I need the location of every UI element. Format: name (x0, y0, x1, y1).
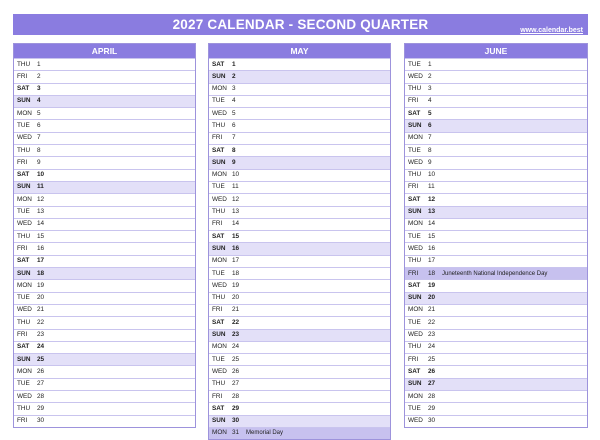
day-number: 10 (428, 171, 436, 179)
day-of-week: MON (212, 429, 227, 437)
day-row (405, 255, 587, 267)
day-list (405, 58, 587, 427)
day-number: 26 (232, 367, 240, 375)
day-of-week: SAT (17, 343, 30, 351)
day-number: 10 (232, 171, 240, 179)
day-number: 8 (428, 146, 432, 154)
day-row (14, 353, 195, 365)
day-of-week: MON (212, 257, 227, 265)
day-row (14, 206, 195, 218)
day-row (209, 390, 390, 402)
day-number: 13 (428, 208, 436, 216)
day-of-week: FRI (212, 392, 223, 400)
day-number: 9 (232, 158, 236, 166)
day-row (405, 58, 587, 70)
day-number: 27 (232, 380, 240, 388)
day-row (14, 95, 195, 107)
day-number: 20 (37, 294, 45, 302)
holiday-note: Juneteenth National Independence Day (442, 270, 548, 277)
day-of-week: WED (408, 417, 423, 425)
day-number: 14 (232, 220, 240, 228)
day-number: 24 (232, 343, 240, 351)
day-of-week: SAT (212, 404, 225, 412)
day-row (209, 144, 390, 156)
day-of-week: SUN (212, 72, 226, 80)
day-of-week: FRI (212, 220, 223, 228)
day-number: 7 (37, 134, 41, 142)
day-of-week: WED (408, 331, 423, 339)
day-of-week: MON (408, 220, 423, 228)
day-of-week: FRI (408, 269, 419, 277)
day-row (405, 144, 587, 156)
day-number: 31 (232, 429, 240, 437)
day-of-week: WED (17, 220, 32, 228)
day-row (209, 83, 390, 95)
day-of-week: MON (212, 85, 227, 93)
day-row (14, 402, 195, 414)
day-number: 17 (232, 257, 240, 265)
day-of-week: FRI (17, 158, 28, 166)
day-of-week: SUN (408, 294, 422, 302)
day-of-week: TUE (212, 97, 225, 105)
day-number: 19 (232, 281, 240, 289)
day-row (209, 316, 390, 328)
day-of-week: SAT (408, 281, 421, 289)
day-number: 16 (232, 244, 240, 252)
day-number: 25 (428, 355, 436, 363)
day-number: 19 (428, 281, 436, 289)
day-row (209, 279, 390, 291)
day-of-week: SUN (408, 208, 422, 216)
day-of-week: TUE (212, 183, 225, 191)
page-title: 2027 CALENDAR - SECOND QUARTER (172, 17, 429, 32)
day-row (209, 169, 390, 181)
day-number: 29 (428, 404, 436, 412)
day-number: 23 (428, 331, 436, 339)
day-row (405, 107, 587, 119)
day-number: 19 (37, 281, 45, 289)
day-row (405, 390, 587, 402)
day-row (14, 156, 195, 168)
day-of-week: THU (408, 343, 422, 351)
day-row (209, 329, 390, 341)
day-row (405, 353, 587, 365)
day-of-week: WED (17, 392, 32, 400)
day-row (405, 279, 587, 291)
day-row (209, 242, 390, 254)
day-row (209, 353, 390, 365)
day-row (405, 218, 587, 230)
day-of-week: SUN (212, 158, 226, 166)
day-number: 18 (428, 269, 436, 277)
day-of-week: TUE (408, 146, 421, 154)
month-april (13, 43, 196, 428)
day-number: 14 (37, 220, 45, 228)
day-row (405, 70, 587, 82)
day-number: 1 (428, 60, 432, 68)
day-of-week: WED (408, 158, 423, 166)
day-row (209, 181, 390, 193)
day-number: 12 (428, 195, 436, 203)
day-row (14, 218, 195, 230)
day-of-week: SAT (212, 318, 225, 326)
day-of-week: TUE (17, 121, 30, 129)
day-number: 5 (37, 109, 41, 117)
day-number: 1 (232, 60, 236, 68)
day-of-week: SAT (17, 171, 30, 179)
day-row (14, 279, 195, 291)
day-of-week: THU (212, 121, 226, 129)
day-of-week: SUN (408, 380, 422, 388)
day-number: 29 (232, 404, 240, 412)
day-number: 21 (232, 306, 240, 314)
day-row (405, 132, 587, 144)
day-row (209, 119, 390, 131)
day-of-week: TUE (212, 355, 225, 363)
day-row (209, 156, 390, 168)
day-number: 9 (428, 158, 432, 166)
day-of-week: FRI (17, 331, 28, 339)
day-number: 16 (37, 244, 45, 252)
day-number: 30 (232, 417, 240, 425)
day-of-week: WED (17, 306, 32, 314)
day-row (14, 70, 195, 82)
day-of-week: TUE (408, 318, 421, 326)
day-row (405, 341, 587, 353)
day-of-week: MON (408, 306, 423, 314)
day-of-week: FRI (212, 306, 223, 314)
day-row (405, 230, 587, 242)
day-of-week: THU (17, 318, 31, 326)
day-row (405, 181, 587, 193)
day-of-week: THU (212, 380, 226, 388)
day-number: 4 (428, 97, 432, 105)
day-row (209, 378, 390, 390)
month-may (208, 43, 391, 440)
day-of-week: SAT (212, 232, 225, 240)
day-row (14, 169, 195, 181)
day-of-week: WED (212, 109, 227, 117)
day-of-week: WED (17, 134, 32, 142)
day-number: 26 (37, 367, 45, 375)
day-row (14, 378, 195, 390)
day-number: 18 (232, 269, 240, 277)
day-number: 3 (37, 85, 41, 93)
day-of-week: WED (212, 367, 227, 375)
day-row (209, 267, 390, 279)
day-row (405, 193, 587, 205)
day-row (405, 95, 587, 107)
day-of-week: WED (212, 195, 227, 203)
day-number: 2 (428, 72, 432, 80)
day-row (14, 107, 195, 119)
day-number: 7 (232, 134, 236, 142)
day-row (209, 255, 390, 267)
day-row (405, 304, 587, 316)
day-of-week: THU (212, 208, 226, 216)
day-row (14, 181, 195, 193)
day-row (209, 415, 390, 427)
day-row (14, 267, 195, 279)
day-number: 22 (232, 318, 240, 326)
day-of-week: MON (212, 343, 227, 351)
day-of-week: FRI (17, 72, 28, 80)
day-number: 22 (37, 318, 45, 326)
day-of-week: TUE (17, 294, 30, 302)
day-number: 17 (37, 257, 45, 265)
day-of-week: SUN (408, 121, 422, 129)
day-number: 11 (232, 183, 239, 191)
day-row (405, 365, 587, 377)
day-of-week: FRI (17, 417, 28, 425)
day-row (14, 83, 195, 95)
day-row (405, 206, 587, 218)
day-number: 27 (428, 380, 436, 388)
day-row (14, 132, 195, 144)
day-of-week: MON (408, 134, 423, 142)
day-row (405, 169, 587, 181)
day-row (14, 316, 195, 328)
day-row (209, 58, 390, 70)
day-row (209, 402, 390, 414)
day-of-week: WED (408, 244, 423, 252)
day-row (14, 242, 195, 254)
day-of-week: FRI (408, 183, 419, 191)
day-of-week: THU (408, 85, 422, 93)
holiday-row (405, 267, 587, 279)
title-bar (13, 14, 588, 35)
day-row (209, 132, 390, 144)
day-of-week: FRI (212, 134, 223, 142)
day-of-week: MON (17, 109, 32, 117)
day-row (405, 242, 587, 254)
day-number: 12 (37, 195, 45, 203)
day-of-week: FRI (17, 244, 28, 252)
day-number: 13 (232, 208, 240, 216)
holiday-row (209, 427, 390, 439)
day-number: 23 (232, 331, 240, 339)
day-row (209, 230, 390, 242)
day-of-week: THU (212, 294, 226, 302)
day-of-week: MON (212, 171, 227, 179)
day-of-week: SUN (17, 355, 31, 363)
day-number: 5 (428, 109, 432, 117)
day-row (209, 95, 390, 107)
day-row (14, 415, 195, 427)
day-number: 22 (428, 318, 436, 326)
day-number: 12 (232, 195, 240, 203)
day-of-week: MON (17, 367, 32, 375)
day-number: 30 (428, 417, 436, 425)
day-row (405, 329, 587, 341)
day-number: 11 (37, 183, 44, 191)
day-row (14, 341, 195, 353)
day-of-week: MON (17, 195, 32, 203)
day-of-week: SAT (212, 146, 225, 154)
day-row (405, 378, 587, 390)
day-of-week: SAT (408, 367, 421, 375)
day-row (209, 206, 390, 218)
day-row (14, 329, 195, 341)
day-number: 17 (428, 257, 436, 265)
day-row (14, 58, 195, 70)
day-number: 3 (428, 85, 432, 93)
day-row (405, 292, 587, 304)
day-number: 21 (428, 306, 436, 314)
day-number: 26 (428, 367, 436, 375)
day-of-week: FRI (408, 355, 419, 363)
month-header: JUNE (405, 44, 587, 58)
day-of-week: SUN (17, 183, 31, 191)
day-of-week: SUN (17, 269, 31, 277)
day-row (14, 193, 195, 205)
day-list (14, 58, 195, 427)
day-row (14, 365, 195, 377)
day-of-week: TUE (212, 269, 225, 277)
day-row (405, 83, 587, 95)
day-row (209, 107, 390, 119)
day-number: 25 (232, 355, 240, 363)
day-number: 10 (37, 171, 45, 179)
month-header: APRIL (14, 44, 195, 58)
day-number: 8 (37, 146, 41, 154)
day-number: 4 (232, 97, 236, 105)
day-number: 21 (37, 306, 45, 314)
day-of-week: FRI (408, 97, 419, 105)
day-number: 18 (37, 269, 45, 277)
day-row (14, 292, 195, 304)
day-number: 6 (37, 121, 41, 129)
day-of-week: THU (408, 257, 422, 265)
day-of-week: SUN (17, 97, 31, 105)
day-of-week: THU (17, 404, 31, 412)
day-number: 30 (37, 417, 45, 425)
day-number: 7 (428, 134, 432, 142)
day-of-week: MON (408, 392, 423, 400)
day-number: 15 (37, 232, 45, 240)
day-of-week: SAT (408, 109, 421, 117)
day-of-week: SAT (212, 60, 225, 68)
day-of-week: THU (17, 146, 31, 154)
day-number: 24 (428, 343, 436, 351)
day-row (14, 255, 195, 267)
day-of-week: THU (17, 60, 31, 68)
day-row (405, 402, 587, 414)
day-row (14, 119, 195, 131)
day-number: 29 (37, 404, 45, 412)
site-link[interactable]: www.calendar.best (520, 27, 583, 34)
day-row (14, 230, 195, 242)
day-row (405, 156, 587, 168)
month-header: MAY (209, 44, 390, 58)
day-number: 6 (232, 121, 236, 129)
day-row (209, 365, 390, 377)
day-row (209, 70, 390, 82)
day-number: 8 (232, 146, 236, 154)
day-number: 1 (37, 60, 41, 68)
day-number: 28 (37, 392, 45, 400)
day-row (209, 304, 390, 316)
day-number: 20 (428, 294, 436, 302)
day-number: 28 (428, 392, 436, 400)
day-number: 28 (232, 392, 240, 400)
day-row (209, 292, 390, 304)
day-number: 23 (37, 331, 45, 339)
day-row (14, 304, 195, 316)
day-of-week: WED (212, 281, 227, 289)
day-number: 14 (428, 220, 436, 228)
day-number: 27 (37, 380, 45, 388)
day-of-week: SUN (212, 331, 226, 339)
day-of-week: MON (17, 281, 32, 289)
day-number: 5 (232, 109, 236, 117)
day-of-week: TUE (408, 232, 421, 240)
day-row (405, 119, 587, 131)
day-number: 9 (37, 158, 41, 166)
day-row (209, 341, 390, 353)
day-number: 20 (232, 294, 240, 302)
day-of-week: THU (408, 171, 422, 179)
day-of-week: WED (408, 72, 423, 80)
day-of-week: TUE (408, 404, 421, 412)
day-number: 15 (428, 232, 436, 240)
day-number: 13 (37, 208, 45, 216)
day-of-week: THU (17, 232, 31, 240)
day-number: 16 (428, 244, 436, 252)
holiday-note: Memorial Day (246, 430, 284, 437)
day-of-week: TUE (17, 208, 30, 216)
day-row (405, 316, 587, 328)
day-number: 2 (37, 72, 41, 80)
day-list (209, 58, 390, 439)
day-of-week: TUE (17, 380, 30, 388)
day-of-week: SUN (212, 417, 226, 425)
day-row (405, 415, 587, 427)
day-row (209, 218, 390, 230)
day-number: 11 (428, 183, 435, 191)
day-number: 2 (232, 72, 236, 80)
day-of-week: SUN (212, 244, 226, 252)
day-number: 4 (37, 97, 41, 105)
day-number: 3 (232, 85, 236, 93)
day-number: 15 (232, 232, 240, 240)
day-row (209, 193, 390, 205)
day-of-week: TUE (408, 60, 421, 68)
month-june (404, 43, 588, 428)
day-row (14, 144, 195, 156)
day-of-week: SAT (17, 257, 30, 265)
day-number: 6 (428, 121, 432, 129)
day-number: 25 (37, 355, 45, 363)
day-row (14, 390, 195, 402)
day-of-week: SAT (408, 195, 421, 203)
day-of-week: SAT (17, 85, 30, 93)
day-number: 24 (37, 343, 45, 351)
